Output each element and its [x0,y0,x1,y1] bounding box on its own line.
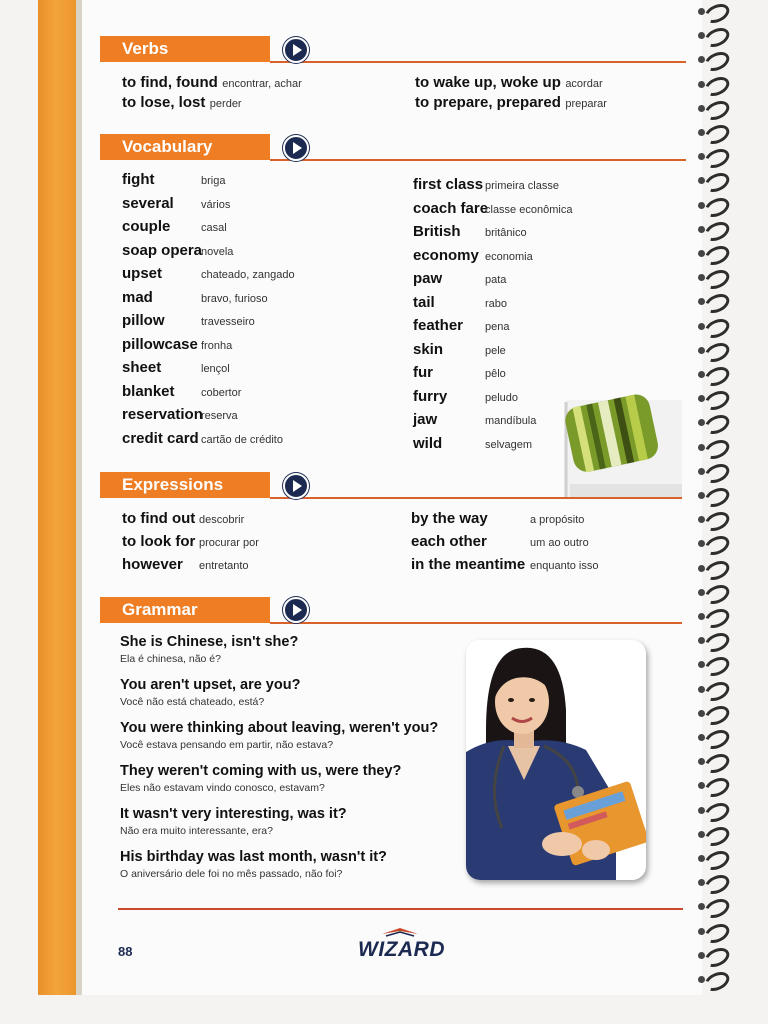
spiral-coil [700,415,730,429]
expression-term: in the meantime [411,556,526,573]
play-audio-button[interactable] [283,473,309,499]
grammar-sentence: You were thinking about leaving, weren't you? [120,720,439,736]
section-rule [270,61,686,63]
spiral-coil [700,222,730,236]
grammar-translation: O aniversário dele foi no mês passado, não foi? [120,868,343,880]
verb-item [415,74,603,92]
vocab-translation: classe econômica [485,203,573,216]
term: to wake up, woke up [415,74,561,91]
spiral-coil [700,173,730,187]
vocab-translation: cartão de crédito [201,433,283,446]
expression-term: however [122,556,183,573]
spiral-coil [700,464,730,478]
spiral-coil [700,512,730,526]
section-rule [270,622,682,624]
spiral-coil [700,149,730,163]
vocab-term: economy [413,246,479,264]
spiral-coil [700,875,730,889]
play-icon [293,44,302,56]
grammar-translation: Eles não estavam vindo conosco, estavam? [120,782,325,794]
spiral-coil [700,657,730,671]
coil-ring [702,533,733,559]
coil-ring [702,363,733,389]
section-header-vocabulary: Vocabulary [100,134,270,160]
coil-ring [702,242,733,268]
vocab-term: tail [413,293,435,311]
coil-ring [702,145,733,171]
spiral-coil [700,827,730,841]
verb-item [415,94,607,112]
coil-ring [702,775,733,801]
vocab-term: first class [413,176,484,193]
vocab-translation: reserva [201,410,238,422]
orange-binding-strip [38,0,78,995]
spiral-coil [700,367,730,381]
coil-ring [702,218,733,244]
vocab-term: mad [122,288,153,306]
coil-ring [702,702,733,728]
vocab-term: jaw [413,411,438,428]
vocab-translation: cobertor [201,386,242,399]
section-header-verbs: Verbs [100,36,270,62]
vocab-term: furry [413,387,448,405]
pillow-illustration [560,380,682,498]
spiral-coil [700,585,730,599]
vocab-term: several [122,194,174,212]
coil-ring [702,97,733,123]
spiral-coil [700,125,730,139]
grammar-sentence: You aren't upset, are you? [120,677,301,693]
spiral-coil [700,270,730,284]
vocab-translation: fronha [201,339,233,352]
spiral-coil [700,4,730,18]
vocab-translation: britânico [485,227,527,239]
spiral-coil [700,28,730,42]
coil-ring [702,871,733,897]
expression-translation: enquanto isso [530,560,599,572]
vocab-translation: briga [201,175,226,187]
spiral-coil [700,198,730,212]
vocab-translation: selvagem [485,438,533,451]
vocab-translation: travesseiro [201,316,255,328]
spiral-coil [700,972,730,986]
vocab-translation: pele [485,344,506,357]
play-icon [293,604,302,616]
coil-ring [702,605,733,631]
vocab-term: sheet [122,359,162,376]
wizard-logo: WIZARD [358,938,445,961]
vocab-term: paw [413,270,443,287]
spiral-coil [700,948,730,962]
grammar-sentence: They weren't coming with us, were they? [120,763,402,779]
coil-ring [702,0,733,26]
coil-ring [702,968,733,994]
grammar-sentence: She is Chinese, isn't she? [120,634,299,650]
vocab-term: soap opera [122,241,203,259]
coil-ring [702,629,733,655]
vocab-translation: pena [485,321,510,333]
term: to lose, lost [122,94,206,111]
vocab-translation: primeira classe [485,180,559,192]
coil-ring [702,557,733,583]
page-number: 88 [118,944,133,959]
vocab-term: skin [413,340,444,358]
coil-ring [702,920,733,946]
vocab-term: feather [413,317,464,334]
expression-term: to look for [122,533,196,550]
translation: acordar [565,78,603,90]
nurse-photo [466,640,646,880]
spiral-coil [700,343,730,357]
expression-translation: procurar por [199,537,259,549]
play-icon [293,480,302,492]
vocab-term: upset [122,265,163,282]
vocab-term: fur [413,364,433,381]
term: to find, found [122,74,218,91]
spiral-coil [700,101,730,115]
expression-translation: entretanto [199,560,249,572]
expression-translation: um ao outro [530,537,589,549]
vocab-term: British [413,223,461,240]
coil-ring [702,266,733,292]
expression-translation: a propósito [530,514,585,526]
vocab-translation: lençol [201,363,230,375]
coil-ring [702,339,733,365]
vocab-translation: pata [485,274,507,286]
vocab-translation: mandíbula [485,415,537,427]
coil-ring [702,799,733,825]
coil-ring [702,508,733,534]
spiral-coil [700,609,730,623]
vocab-term: blanket [122,382,175,400]
coil-ring [702,73,733,99]
vocab-translation: vários [201,198,231,211]
grammar-translation: Ela é chinesa, não é? [120,653,221,665]
spiral-coil [700,899,730,913]
spiral-coil [700,633,730,647]
expression-term: to find out [122,510,196,527]
vocab-translation: novela [201,245,234,258]
vocab-translation: casal [201,222,227,234]
grammar-translation: Você estava pensando em partir, não estava? [120,739,334,751]
coil-ring [702,460,733,486]
wizard-logo-mark [380,926,420,938]
spiral-coil [700,391,730,405]
spiral-coil [700,294,730,308]
section-header-expressions: Expressions [100,472,270,498]
coil-ring [702,944,733,970]
verb-item [122,74,302,92]
vocab-term: credit card [122,429,199,447]
spiral-coil [700,706,730,720]
coil-ring [702,484,733,510]
vocab-term: fight [122,171,155,188]
spiral-coil [700,561,730,575]
grammar-sentence: His birthday was last month, wasn't it? [120,849,387,865]
expression-term: by the way [411,510,488,527]
coil-ring [702,24,733,50]
translation: preparar [565,98,607,110]
spiral-coil [700,682,730,696]
coil-ring [702,726,733,752]
vocab-translation: chateado, zangado [201,269,295,281]
spiral-coil [700,488,730,502]
spiral-coil [700,536,730,550]
spiral-coil [700,77,730,91]
vocab-translation: economia [485,250,533,263]
spiral-coil [700,319,730,333]
section-header-grammar: Grammar [100,597,270,623]
play-audio-button[interactable] [283,135,309,161]
play-audio-button[interactable] [283,597,309,623]
vocab-translation: rabo [485,297,508,310]
vocab-translation: peludo [485,391,519,404]
section-rule [270,159,686,161]
grammar-sentence: It wasn't very interesting, was it? [120,806,347,822]
coil-ring [702,49,733,75]
coil-ring [702,823,733,849]
vocab-translation: bravo, furioso [201,292,268,305]
vocab-term: wild [413,434,443,452]
grammar-translation: Não era muito interessante, era? [120,825,273,837]
spiral-coil [700,52,730,66]
translation: encontrar, achar [222,78,302,90]
term: to prepare, prepared [415,94,561,111]
spiral-coil [700,803,730,817]
footer-rule [118,908,683,910]
expression-translation: descobrir [199,514,245,526]
coil-ring [702,750,733,776]
coil-ring [702,121,733,147]
vocab-term: reservation [122,406,203,423]
translation: perder [209,98,242,110]
spiral-binding [698,0,738,995]
spiral-coil [700,778,730,792]
spiral-coil [700,924,730,938]
grammar-translation: Você não está chateado, está? [120,696,265,708]
vocab-term: pillow [122,312,165,329]
expression-term: each other [411,533,487,550]
section-rule [270,497,682,499]
vocab-term: pillowcase [122,335,198,353]
coil-ring [702,436,733,462]
vocab-term: couple [122,218,171,235]
coil-ring [702,291,733,317]
coil-ring [702,678,733,704]
play-icon [293,142,302,154]
coil-ring [702,194,733,220]
coil-ring [702,170,733,196]
verb-item [122,94,242,112]
vocab-term: coach fare [413,199,489,217]
spiral-coil [700,754,730,768]
spiral-coil [700,246,730,260]
spiral-coil [700,730,730,744]
coil-ring [702,847,733,873]
coil-ring [702,412,733,438]
coil-ring [702,387,733,413]
spiral-coil [700,851,730,865]
coil-ring [702,654,733,680]
play-audio-button[interactable] [283,37,309,63]
coil-ring [702,896,733,922]
coil-ring [702,315,733,341]
vocab-translation: pêlo [485,368,506,380]
spiral-coil [700,440,730,454]
coil-ring [702,581,733,607]
